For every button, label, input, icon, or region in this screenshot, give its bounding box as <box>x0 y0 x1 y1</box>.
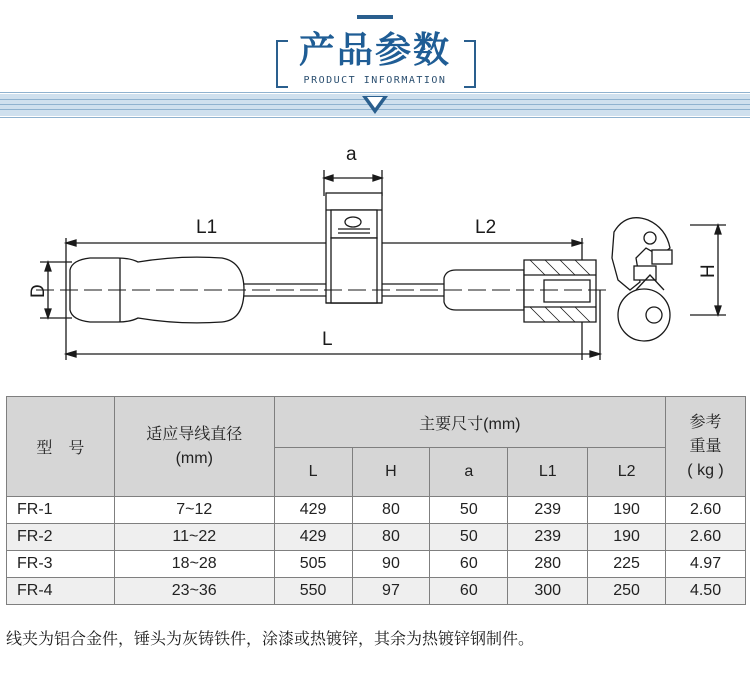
cell-a: 60 <box>430 551 508 578</box>
header-rule-bottom <box>0 117 750 118</box>
cell-weight: 2.60 <box>666 524 746 551</box>
label-H: H <box>698 264 719 278</box>
label-L: L <box>322 329 333 350</box>
cell-weight: 2.60 <box>666 497 746 524</box>
col-header-weight-line1: 参考 <box>689 413 722 431</box>
cell-model: FR-3 <box>7 551 115 578</box>
cell-L: 505 <box>274 551 352 578</box>
down-arrow-icon-inner <box>367 97 383 108</box>
label-a: a <box>346 144 357 165</box>
cell-L2: 250 <box>588 578 666 605</box>
label-D: D <box>28 284 49 298</box>
col-header-diameter-line1: 适应导线直径 <box>146 425 243 443</box>
col-header-diameter <box>114 397 274 497</box>
table-row <box>7 524 746 551</box>
cell-H: 80 <box>352 497 430 524</box>
table-row <box>7 497 746 524</box>
col-header-weight-line3: ( kg ) <box>687 461 724 479</box>
cell-model: FR-4 <box>7 578 115 605</box>
cell-a: 50 <box>430 497 508 524</box>
col-header-diameter-line2: (mm) <box>175 449 213 467</box>
title-accent-bar <box>357 15 393 19</box>
footnote: 线夹为铝合金件，锤头为灰铸铁件，涂漆或热镀锌，其余为热镀锌钢制件。 <box>6 629 535 648</box>
cell-L1: 239 <box>508 497 588 524</box>
table-row <box>7 551 746 578</box>
cell-diameter: 23~36 <box>114 578 274 605</box>
label-L1: L1 <box>196 217 218 238</box>
label-L2: L2 <box>475 217 497 238</box>
cell-L1: 280 <box>508 551 588 578</box>
col-header-L2: L2 <box>588 448 666 497</box>
col-header-main-dims: 主要尺寸(mm) <box>274 397 665 448</box>
cell-H: 80 <box>352 524 430 551</box>
col-header-weight-line2: 重量 <box>689 437 722 455</box>
technical-drawing <box>0 130 750 380</box>
cell-a: 60 <box>430 578 508 605</box>
cell-weight: 4.50 <box>666 578 746 605</box>
col-header-H: H <box>352 448 430 497</box>
col-header-L: L <box>274 448 352 497</box>
cell-diameter: 7~12 <box>114 497 274 524</box>
spec-table <box>6 396 746 605</box>
cell-L: 550 <box>274 578 352 605</box>
cell-L2: 190 <box>588 524 666 551</box>
cell-L1: 300 <box>508 578 588 605</box>
cell-L2: 225 <box>588 551 666 578</box>
cell-H: 97 <box>352 578 430 605</box>
page-header <box>0 0 750 125</box>
cell-diameter: 11~22 <box>114 524 274 551</box>
page-subtitle: PRODUCT INFORMATION <box>288 72 462 89</box>
cell-model: FR-2 <box>7 524 115 551</box>
cell-diameter: 18~28 <box>114 551 274 578</box>
cell-L1: 239 <box>508 524 588 551</box>
header-rule-top <box>0 92 750 93</box>
col-header-weight <box>666 397 746 497</box>
cell-L: 429 <box>274 497 352 524</box>
cell-L: 429 <box>274 524 352 551</box>
col-header-model: 型 号 <box>7 397 115 497</box>
cell-a: 50 <box>430 524 508 551</box>
table-row <box>7 578 746 605</box>
col-header-a: a <box>430 448 508 497</box>
cell-weight: 4.97 <box>666 551 746 578</box>
page-title: 产品参数 <box>298 30 451 71</box>
col-header-L1: L1 <box>508 448 588 497</box>
cell-H: 90 <box>352 551 430 578</box>
cell-model: FR-1 <box>7 497 115 524</box>
cell-L2: 190 <box>588 497 666 524</box>
